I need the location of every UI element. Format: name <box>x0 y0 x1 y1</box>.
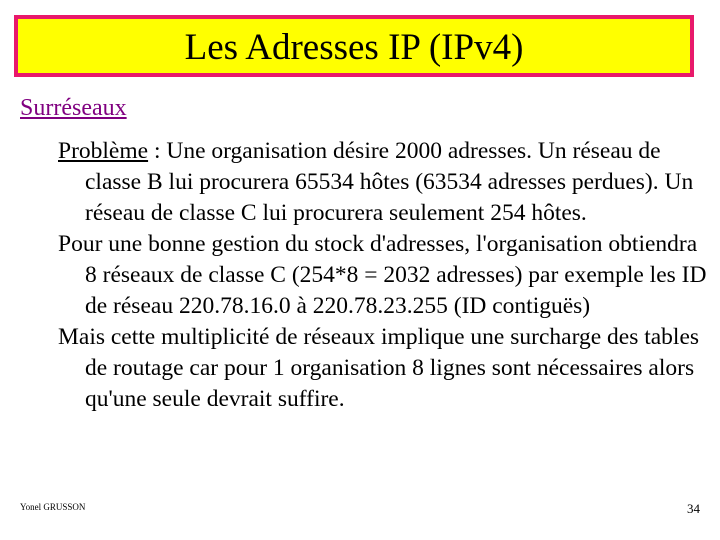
problem-label: Problème <box>58 138 149 164</box>
author-footer: Yonel GRUSSON <box>20 502 86 512</box>
page-number: 34 <box>687 501 700 516</box>
problem-paragraph <box>58 136 708 229</box>
slide-title: Les Adresses IP (IPv4) <box>184 26 524 68</box>
section-heading: Surréseaux <box>20 95 127 121</box>
problem-text: : Une organisation désire 2000 adresses. Un réseau de classe B lui procurera 65534 hôtes (63534 adresses perdues). Un réseau de classe C lui procurera seulement 254 hôtes. <box>85 138 694 226</box>
routing-paragraph: Mais cette multiplicité de réseaux implique une surcharge des tables de routage car pour 1 organisation 8 lignes sont nécessaires alors qu'une seule devrait suffire. <box>58 324 700 412</box>
stock-paragraph: Pour une bonne gestion du stock d'adresses, l'organisation obtiendra 8 réseaux de classe C (254*8 = 2032 adresses) par exemple les ID de réseau 220.78.16.0 à 220.78.23.255 (ID contiguës) <box>58 231 707 319</box>
slide-body <box>58 136 708 415</box>
title-banner <box>14 15 694 77</box>
